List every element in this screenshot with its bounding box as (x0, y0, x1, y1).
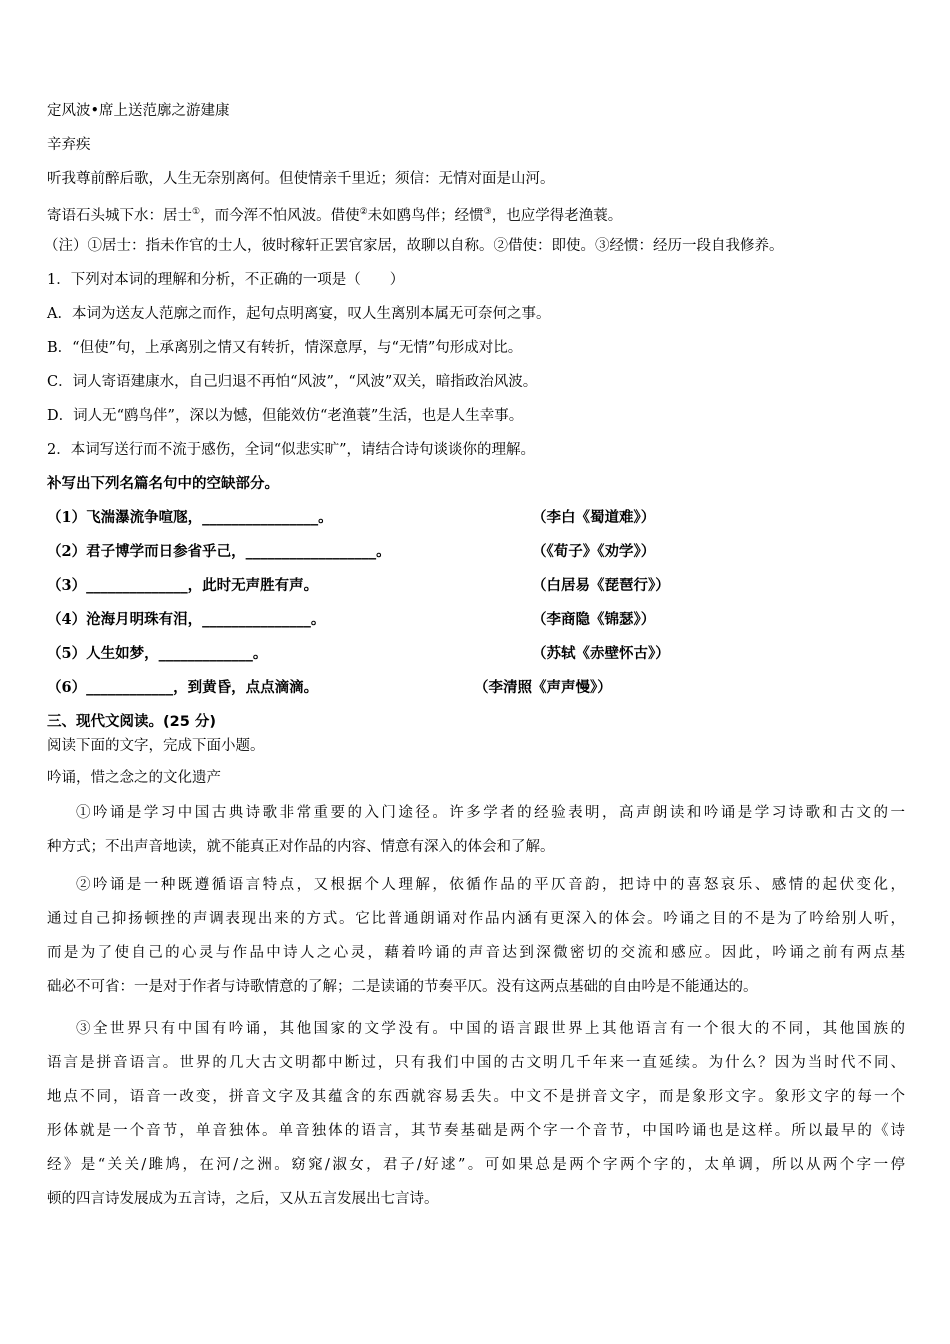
fill-source-5: （苏轼《赤壁怀古》） (532, 645, 670, 662)
paragraph-2 (47, 868, 905, 1004)
poem-line-2: 寄语石头城下水：居士①，而今浑不怕风波。借使②未如鸥鸟伴；经惯③，也应学得老渔蓑。 (47, 207, 623, 224)
fill-source-6: （李清照《声声慢》） (474, 679, 612, 696)
paragraph-line: 通过自己抑扬顿挫的声调表现出来的方式。它比普通朗诵对作品内涵有更深入的体会。吟诵之目的不是为了吟给别人听， (47, 911, 905, 927)
article-title: 吟诵，惜之念之的文化遗产 (47, 770, 221, 786)
fill-source-1: （李白《蜀道难》） (532, 509, 656, 526)
fill-source-3: （白居易《琵琶行》） (532, 577, 670, 594)
option-a: A．本词为送友人范廓之而作，起句点明离宴，叹人生离别本属无可奈何之事。 (47, 306, 551, 322)
paragraph-line: 形体就是一个音节，单音独体。单音独体的语言，其节奏基础是两个字一个音节，中国吟诵也是这样。所以最早的《诗 (47, 1123, 905, 1139)
poem-author: 辛弃疾 (47, 137, 91, 153)
option-d: D．词人无“鸥鸟伴”，深以为憾，但能效仿“老渔蓑”生活，也是人生幸事。 (47, 408, 524, 424)
paragraph-line: 顿的四言诗发展成为五言诗，之后，又从五言发展出七言诗。 (47, 1191, 439, 1207)
section-3-heading: 三、现代文阅读。(25 分) (47, 714, 216, 730)
fill-item-5: （5）人生如梦，_____________。 (47, 645, 268, 662)
paragraph-line: 地点不同，语音一改变，拼音文字及其蕴含的东西就容易丢失。中文不是拼音文字，而是象形文字。象形文字的每一个 (47, 1089, 905, 1105)
question-2: 2．本词写送行而不流于感伤，全词“似悲实旷”，请结合诗句谈谈你的理解。 (47, 442, 536, 458)
option-c: C．词人寄语建康水，自己归退不再怕“风波”，“风波”双关，暗指政治风波。 (47, 374, 538, 390)
fill-item-1: （1）飞湍瀑流争喧豗，________________。 (47, 509, 333, 526)
fill-item-2: （2）君子博学而日参省乎己，__________________。 (47, 543, 391, 560)
fill-source-4: （李商隐《锦瑟》） (532, 611, 656, 628)
paragraph-line: 经》是“关关/雎鸠，在河/之洲。窈窕/淑女，君子/好逑”。可如果总是两个字两个字的，太单调，所以从两个字一停 (47, 1157, 905, 1173)
poem-line-1: 听我尊前醉后歌，人生无奈别离何。但使情亲千里近；须信：无情对面是山河。 (47, 171, 555, 187)
paragraph-line: 种方式；不出声音地读，就不能真正对作品的内容、情意有深入的体会和了解。 (47, 839, 555, 855)
paragraph-1 (47, 796, 905, 864)
question-1: 1．下列对本词的理解和分析，不正确的一项是（ ） (47, 272, 405, 288)
poem-title: 定风波•席上送范廓之游建康 (47, 103, 230, 119)
paragraph-line: 语言是拼音语言。世界的几大古文明都中断过，只有我们中国的古文明几千年来一直延续。为什么？因为当时代不同、 (47, 1055, 905, 1071)
paragraph-line: ②吟诵是一种既遵循语言特点，又根据个人理解，依循作品的平仄音韵，把诗中的喜怒哀乐、感情的起伏变化， (76, 877, 905, 893)
fill-item-6: （6）____________，到黄昏，点点滴滴。 (47, 679, 319, 696)
paragraph-line: ③全世界只有中国有吟诵，其他国家的文学没有。中国的语言跟世界上其他语言有一个很大的不同，其他国族的 (76, 1021, 905, 1037)
fill-item-4: （4）沧海月明珠有泪，_______________。 (47, 611, 326, 628)
fill-source-2: （《荀子》《劝学》） (532, 543, 656, 560)
paragraph-line: 础必不可省：一是对于作者与诗歌情意的了解；二是读诵的节奏平仄。没有这两点基础的自由吟是不能通达的。 (47, 979, 758, 995)
fill-item-3: （3）______________，此时无声胜有声。 (47, 577, 319, 594)
fill-heading: 补写出下列名篇名句中的空缺部分。 (47, 475, 279, 492)
option-b: B．“但使”句，上承离别之情又有转折，情深意厚，与“无情”句形成对比。 (47, 340, 523, 356)
paragraph-3 (47, 1012, 905, 1216)
paragraph-line: ①吟诵是学习中国古典诗歌非常重要的入门途径。许多学者的经验表明，高声朗读和吟诵是学习诗歌和古文的一 (76, 805, 905, 821)
poem-note: （注）①居士：指未作官的士人，彼时稼轩正罢官家居，故聊以自称。②借使：即使。③经惯：经历一段自我修养。 (44, 238, 784, 254)
section-3-instruction: 阅读下面的文字，完成下面小题。 (47, 738, 265, 754)
paragraph-line: 而是为了使自己的心灵与作品中诗人之心灵，藉着吟诵的声音达到深微密切的交流和感应。因此，吟诵之前有两点基 (47, 945, 905, 961)
